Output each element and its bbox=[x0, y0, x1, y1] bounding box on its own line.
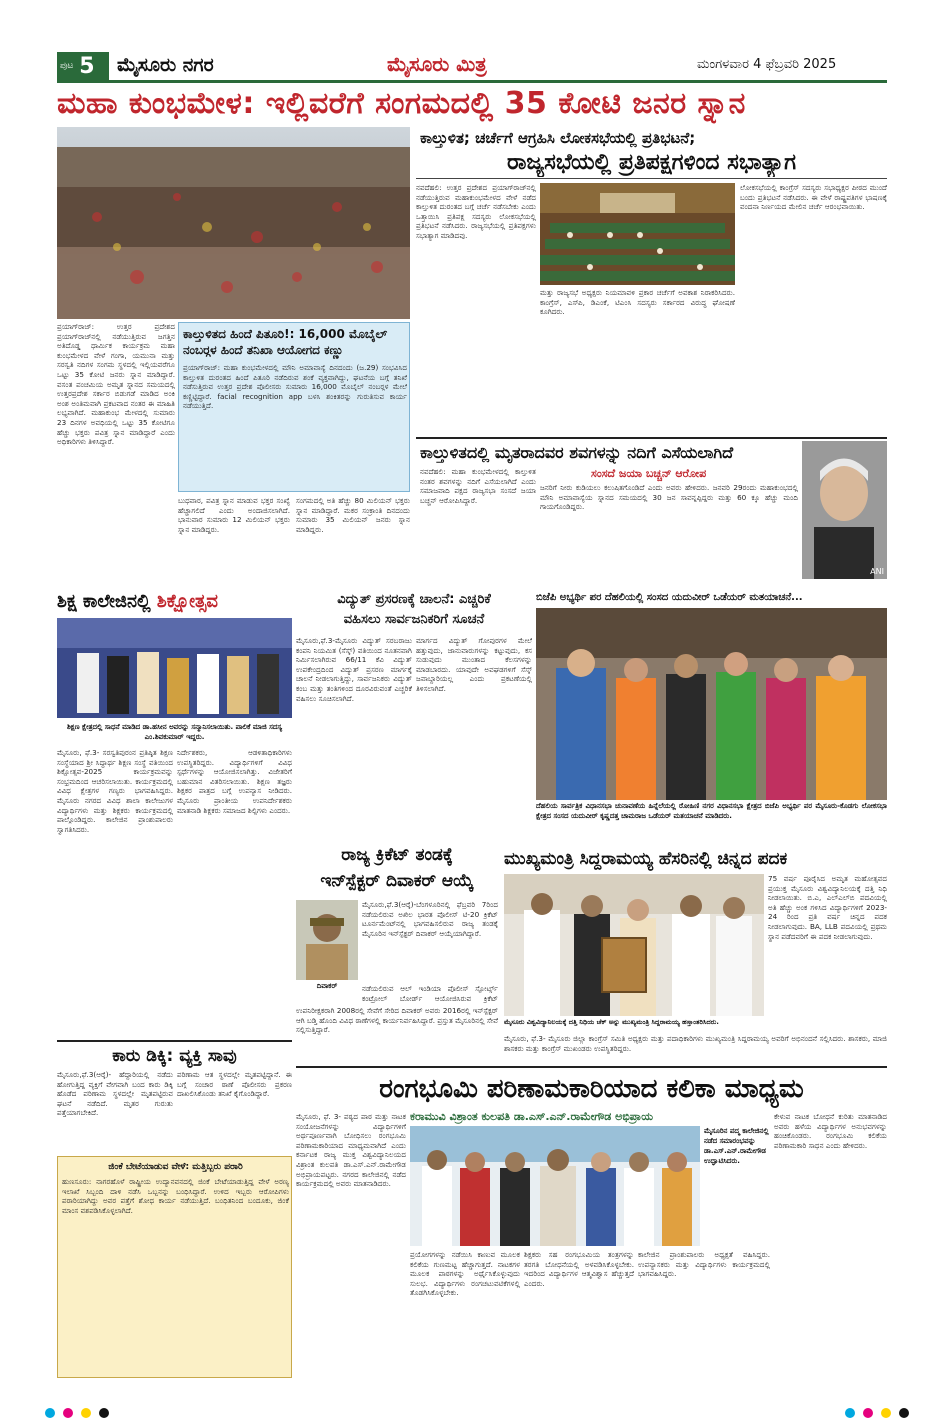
bachchan-section bbox=[416, 437, 887, 581]
stampede-box bbox=[178, 322, 410, 492]
shikshaka-col2: ನಿರ್ದೇಶಕರು, ಆಡಳಿತಾಧಿಕಾರಿಗಳು ಉಪಸ್ಥಿತರಿದ್ದರು. ವಿದ್ಯಾರ್ಥಿಗಳಿಗೆ ವಿವಿಧ ಸ್ಪರ್ಧೆಗಳನ್ನು ಆಯೋಜಿಸಲಾಗಿತ್ತು. ವಿಜೇತರಿಗೆ ಬಹುಮಾನ ವಿತರಿಸಲಾಯಿತು. ಶಿಕ್ಷಣ ತಜ್ಞರು ಶಿಕ್ಷಕರ ಪಾತ್ರದ ಬಗ್ಗೆ ಉಪನ್ಯಾಸ ನೀಡಿದರು. ಮೈಸೂರು ಪ್ರಾಂತೀಯ ಉಪನಿರ್ದೇಶಕರು ಮಾತನಾಡಿ ಶಿಕ್ಷಕರು ಸಮಾಜದ ಶಿಲ್ಪಿಗಳು ಎಂದರು. bbox=[177, 748, 292, 815]
diwakar-photo bbox=[296, 900, 358, 980]
theatre-col4: ಕಾಲೇಜಿನ ಪ್ರಾಂಶುಪಾಲರು ಅಧ್ಯಕ್ಷತೆ ವಹಿಸಿದ್ದರು. ಉಪನ್ಯಾಸಕರು ಮತ್ತು ವಿದ್ಯಾರ್ಥಿಗಳು ಕಾರ್ಯಕ್ರಮದಲ್ಲಿ ಭಾಗವಹಿಸಿದ್ದರು. bbox=[638, 1250, 770, 1279]
cricket-headline2: ಇನ್‍ಸ್ಪೆಕ್ಟರ್ ದಿವಾಕರ್ ಆಯ್ಕೆ bbox=[320, 871, 474, 891]
registration-marks-right bbox=[845, 1403, 912, 1422]
bjp-caption: ದೆಹಲಿಯ ಸಾರ್ವತ್ರಿಕ ವಿಧಾನಸಭಾ ಚುನಾವಣೆಯ ಹಿನ್ನೆಲೆಯಲ್ಲಿ ರೋಹಿಣಿ ನಗರ ವಿಧಾನಸಭಾ ಕ್ಷೇತ್ರದ ಬಿಜೆಪಿ ಅಭ್ಯರ್ಥಿ ಪರ ಮೈಸೂರು-ಕೊಡಗು ಲೋಕಸಭಾ ಕ್ಷೇತ್ರದ ಸಂಸದ ಯದುವೀರ್ ಕೃಷ್ಣದತ್ತ ಚಾಮರಾಜ ಒಡೆಯರ್ ಮತಯಾಚನೆ ಮಾಡಿದರು. bbox=[536, 802, 887, 820]
cricket-headline-box bbox=[296, 842, 498, 894]
parliament-headline2: ರಾಜ್ಯಸಭೆಯಲ್ಲಿ ಪ್ರತಿಪಕ್ಷಗಳಿಂದ ಸಭಾತ್ಯಾಗ bbox=[506, 150, 797, 175]
theatre-subhead: ಕರಾಮುವಿ ವಿಶ್ರಾಂತ ಕುಲಪತಿ ಡಾ.ಎಸ್.ಎನ್.ರಾಮೇಗೌಡ ಅಭಿಪ್ರಾಯ bbox=[410, 1110, 653, 1123]
reg-dot bbox=[45, 1408, 55, 1418]
masthead-underline bbox=[57, 80, 887, 83]
parliament-col1: ನವದೆಹಲಿ: ಉತ್ತರ ಪ್ರದೇಶದ ಪ್ರಯಾಗ್‍ರಾಜ್‍ನಲ್ಲಿ ನಡೆಯುತ್ತಿರುವ ಮಹಾಕುಂಭಮೇಳದ ವೇಳೆ ನಡೆದ ಕಾಲ್ತುಳಿತ ದುರಂತದ ಬಗ್ಗೆ ಚರ್ಚೆ ನಡೆಸಬೇಕು ಎಂದು ಒತ್ತಾಯಿಸಿ ಪ್ರತಿಪಕ್ಷ ಸದಸ್ಯರು ಲೋಕಸಭೆಯಲ್ಲಿ ಪ್ರತಿಭಟನೆ ನಡೆಸಿದರು. ರಾಜ್ಯಸಭೆಯಲ್ಲಿ ಪ್ರತಿಪಕ್ಷಗಳು ಸಭಾತ್ಯಾಗ ಮಾಡಿದವು. bbox=[416, 183, 536, 240]
stampede-box-text: ಪ್ರಯಾಗ್‍ರಾಜ್: ಮಹಾ ಕುಂಭಮೇಳದಲ್ಲಿ ಮೌನಿ ಅಮಾವಾಸ್ಯೆ ದಿನದಂದು (ಜ.29) ಸಂಭವಿಸಿದ ಕಾಲ್ತುಳಿತ ದುರಂತದ ಹಿಂದೆ ಪಿತೂರಿ ನಡೆದಿರುವ ಶಂಕೆ ವ್ಯಕ್ತವಾಗಿದ್ದು, ಘಟನೆಯ ಬಗ್ಗೆ ತನಿಖೆ ನಡೆಸುತ್ತಿರುವ ಉತ್ತರ ಪ್ರದೇಶ ಪೊಲೀಸರು ಸುಮಾರು 16,000 ಮೊಬೈಲ್ ನಂಬರ್‍ಗಳ ಮೇಲೆ ಕಣ್ಣಿಟ್ಟಿದ್ದಾರೆ. facial recognition app ಬಳಸಿ ಶಂಕಿತರನ್ನು ಗುರುತಿಸುವ ಕಾರ್ಯ ನಡೆಯುತ್ತಿದೆ. bbox=[183, 363, 407, 411]
theatre-col5: ಕೇಳುವ ನಾಟಕ ಬೋಧನೆ ಕುರಿತು ಮಾತನಾಡಿದ ಅವರು ಹಳೆಯ ವಿದ್ಯಾರ್ಥಿಗಳ ಅನುಭವಗಳನ್ನು ಹಂಚಿಕೊಂಡರು. ರಂಗಭೂಮಿ ಕಲಿಕೆಯ ಪರಿಣಾಮಕಾರಿ ಸಾಧನ ಎಂದು ಹೇಳಿದರು. bbox=[774, 1112, 887, 1150]
parliament-headline1: ಕಾಲ್ತುಳಿತ; ಚರ್ಚೆಗೆ ಆಗ್ರಹಿಸಿ ಲೋಕಸಭೆಯಲ್ಲಿ ಪ್ರತಿಭಟನೆ; bbox=[420, 129, 696, 147]
shikshaka-headline-red: ಶಿಕ್ಷೋತ್ಸವ bbox=[156, 591, 218, 612]
parliament-photo bbox=[540, 183, 735, 285]
lead-col2: ಬುಧವಾರ, ಪವಿತ್ರ ಸ್ನಾನ ಮಾಡುವ ಭಕ್ತರ ಸಂಖ್ಯೆ ಹೆಚ್ಚಾಗಲಿದೆ ಎಂದು ಅಂದಾಜಿಸಲಾಗಿದೆ. ಭಾನುವಾರ ಸುಮಾರು 12 ಮಿಲಿಯನ್ ಭಕ್ತರು ಸ್ನಾನ ಮಾಡಿದ್ದರು. bbox=[178, 496, 290, 534]
masthead bbox=[57, 50, 887, 82]
reg-dot bbox=[99, 1408, 109, 1418]
cricket-col1: ಮೈಸೂರು,ಫೆ.3(ಆರ್‍ಕೆ)-ಬೆಂಗಳೂರಿನಲ್ಲಿ ಫೆಬ್ರವರಿ 7ರಿಂದ ನಡೆಯಲಿರುವ ಅಖಿಲ ಭಾರತ ಪೊಲೀಸ್ ಟಿ-20 ಕ್ರಿಕೆಟ್ ಟೂರ್ನಮೆಂಟ್‍ನಲ್ಲಿ ಭಾಗವಹಿಸಲಿರುವ ರಾಜ್ಯ ತಂಡಕ್ಕೆ ಮೈಸೂರಿನ ಇನ್‍ಸ್ಪೆಕ್ಟರ್ ದಿವಾಕರ್ ಆಯ್ಕೆಯಾಗಿದ್ದಾರೆ. bbox=[362, 900, 498, 938]
shikshaka-caption: ಶಿಕ್ಷಣ ಕ್ಷೇತ್ರದಲ್ಲಿ ಸಾಧನೆ ಮಾಡಿದ ಡಾ.ಹಸೀನ ಅವರನ್ನು ಸನ್ಮಾನಿಸಲಾಯಿತು. ಪಾಲಿಕೆ ಮಾಜಿ ಸದಸ್ಯ ಎಂ.ಶಿವಕುಮಾರ್ ಇದ್ದರು. bbox=[66, 723, 283, 741]
theatre-col3: ಶಿಕ್ಷಕರು ಸಹ ರಂಗಭೂಮಿಯ ತಂತ್ರಗಳನ್ನು ತರಗತಿ ಬೋಧನೆಯಲ್ಲಿ ಅಳವಡಿಸಿಕೊಳ್ಳಬೇಕು. ಇದರಿಂದ ವಿದ್ಯಾರ್ಥಿಗಳ ಆತ್ಮವಿಶ್ವಾಸ ಹೆಚ್ಚುತ್ತದೆ ಎಂದರು. bbox=[524, 1250, 634, 1288]
cricket-col2: ನಡೆಯಲಿರುವ ಆಲ್ ಇಂಡಿಯಾ ಪೊಲೀಸ್ ಸ್ಪೋರ್ಟ್ಸ್ ಕಂಟ್ರೋಲ್ ಬೋರ್ಡ್ ಆಯೋಜಿಸಿರುವ ಕ್ರಿಕೆಟ್ bbox=[362, 984, 498, 1003]
photo-credit: ANI bbox=[870, 567, 884, 576]
paper-name: ಮೈಸೂರು ಮಿತ್ರ bbox=[387, 52, 487, 76]
reg-dot bbox=[63, 1408, 73, 1418]
stampede-box-title: ಕಾಲ್ತುಳಿತದ ಹಿಂದೆ ಪಿತೂರಿ!: 16,000 ಮೊಬೈಲ್ ನಂಬರ್‍ಗಳ ಹಿಂದೆ ತನಿಖಾ ಆಯೋಗದ ಕಣ್ಣು bbox=[183, 327, 388, 357]
lead-col1: ಪ್ರಯಾಗ್‍ರಾಜ್: ಉತ್ತರ ಪ್ರದೇಶದ ಪ್ರಯಾಗ್‍ರಾಜ್‍ನಲ್ಲಿ ನಡೆಯುತ್ತಿರುವ ಜಗತ್ತಿನ ಅತಿದೊಡ್ಡ ಧಾರ್ಮಿಕ ಕಾರ್ಯಕ್ರಮ ಮಹಾ ಕುಂಭಮೇಳದ ವೇಳೆ ಗಂಗಾ, ಯಮುನಾ ಮತ್ತು ಸರಸ್ವತಿ ನದಿಗಳ ಸಂಗಮ ಸ್ಥಳದಲ್ಲಿ ಇಲ್ಲಿಯವರೆಗೂ ಒಟ್ಟು 35 ಕೋಟಿ ಜನರು ಸ್ನಾನ ಮಾಡಿದ್ದಾರೆ. ವಸಂತ ಪಂಚಮಿಯ ಅಮೃತ ಸ್ನಾನದ ಸಮಯದಲ್ಲಿ ಉತ್ತರಪ್ರದೇಶ ಸರ್ಕಾರ ಬಿಡುಗಡೆ ಮಾಡಿದ ಅಂಕಿ ಅಂಶ ಅಂತಿಮವಾಗಿ ಪ್ರಕಟವಾದ ನಂತರ ಈ ಮಾಹಿತಿ ಲಭ್ಯವಾಗಿದೆ. ಮಹಾಕುಂಭ ಮೇಳದಲ್ಲಿ ಸುಮಾರು 23 ದಿನಗಳ ಅವಧಿಯಲ್ಲಿ ಒಟ್ಟು 35 ಕೋಟಿಗೂ ಹೆಚ್ಚು ಭಕ್ತರು ಪವಿತ್ರ ಸ್ನಾನ ಮಾಡಿದ್ದಾರೆ ಎಂದು ಅಧಿಕಾರಿಗಳು ತಿಳಿಸಿದ್ದಾರೆ. bbox=[57, 322, 175, 447]
theatre-headline: ರಂಗಭೂಮಿ ಪರಿಣಾಮಕಾರಿಯಾದ ಕಲಿಕಾ ಮಾಧ್ಯಮ bbox=[296, 1066, 887, 1110]
deer-box bbox=[57, 1156, 292, 1378]
parliament-col2: ಮತ್ತು ರಾಜ್ಯಸಭೆ ಅಧ್ಯಕ್ಷರು ನಿಯಮಾವಳಿ ಪ್ರಕಾರ ಚರ್ಚೆಗೆ ಅವಕಾಶ ನಿರಾಕರಿಸಿದರು. ಕಾಂಗ್ರೆಸ್, ಎಸ್‍ಪಿ, ಡಿಎಂಕೆ, ಟಿಎಂಸಿ ಸದಸ್ಯರು ಸರ್ಕಾರದ ವಿರುದ್ಧ ಘೋಷಣೆ ಕೂಗಿದರು. bbox=[540, 288, 735, 317]
theatre-col2: ಪ್ರಯೋಗಗಳನ್ನು ನಡೆಯಿಸಿ ಕಾಣುವ ಮೂಲಕ ಕಲಿಕೆಯ ಗುಣಮಟ್ಟ ಹೆಚ್ಚಾಗುತ್ತದೆ. ನಾಟಕಗಳ ಮೂಲಕ ಪಾಠಗಳನ್ನು ಅರ್ಥೈಸಿಕೊಳ್ಳುವುದು ಸುಲಭ. ವಿದ್ಯಾರ್ಥಿಗಳು ರಂಗಚಟುವಟಿಕೆಗಳಲ್ಲಿ ತೊಡಗಿಸಿಕೊಳ್ಳಬೇಕು. bbox=[410, 1250, 520, 1298]
bjp-headline: ಬಿಜೆಪಿ ಅಭ್ಯರ್ಥಿ ಪರ ದೆಹಲಿಯಲ್ಲಿ ಸಂಸದ ಯದುವೀರ್ ಒಡೆಯರ್ ಮತಯಾಚನೆ... bbox=[536, 592, 803, 603]
electric-col1: ಮೈಸೂರು,ಫೆ.3-ಮೈಸೂರು ವಿದ್ಯುತ್ ಸರಬರಾಜು ಕಂಪನಿ ನಿಯಮಿತ (ಸೆಸ್ಕ್) ವತಿಯಿಂದ ನೂತನವಾಗಿ ನಿರ್ಮಿಸಲಾಗಿರುವ 66/11 ಕೆವಿ ವಿದ್ಯುತ್ ಉಪಕೇಂದ್ರದಿಂದ ವಿದ್ಯುತ್ ಪ್ರಸರಣ ಮಾರ್ಗಕ್ಕೆ ಚಾಲನೆ ನೀಡಲಾಗುತ್ತಿದ್ದು, ಸಾರ್ವಜನಿಕರು ವಿದ್ಯುತ್ ಕಂಬ ಮತ್ತು ತಂತಿಗಳಿಂದ ದೂರವಿರುವಂತೆ ಎಚ್ಚರಿಕೆ ವಹಿಸಲು ಸೂಚಿಸಲಾಗಿದೆ. bbox=[296, 636, 412, 703]
shikshaka-photo bbox=[57, 618, 292, 718]
lead-col3: ಸಂಗಮದಲ್ಲಿ ಅತಿ ಹೆಚ್ಚು 80 ಮಿಲಿಯನ್ ಭಕ್ತರು ಸ್ನಾನ ಮಾಡಿದ್ದಾರೆ. ಮಕರ ಸಂಕ್ರಾಂತಿ ದಿನದಂದು ಸುಮಾರು 35 ಮಿಲಿಯನ್ ಜನರು ಸ್ನಾನ ಮಾಡಿದ್ದರು. bbox=[296, 496, 410, 534]
cm-caption: ಮೈಸೂರು ವಿಶ್ವವಿದ್ಯಾನಿಲಯಕ್ಕೆ ದತ್ತಿ ನಿಧಿಯ ಚೆಕ್ ಅನ್ನು ಮುಖ್ಯಮಂತ್ರಿ ಸಿದ್ದರಾಮಯ್ಯ ಹಸ್ತಾಂತರಿಸಿದರು. bbox=[504, 1018, 719, 1026]
page-number: 5 bbox=[79, 53, 95, 79]
bachchan-subhead: ಸಂಸದೆ ಜಯಾ ಬಚ್ಚನ್ ಆರೋಪ bbox=[591, 467, 707, 480]
theatre-col1: ಮೈಸೂರು, ಫೆ. 3- ಪಠ್ಯದ ಪಾಠ ಮತ್ತು ನಾಟಕ ಸಂಯೋಜನೆಗಳನ್ನು ವಿದ್ಯಾರ್ಥಿಗಳಿಗೆ ಅರ್ಥಪೂರ್ಣವಾಗಿ ಬೋಧಿಸಲು ರಂಗಭೂಮಿ ಪರಿಣಾಮಕಾರಿಯಾದ ಮಾಧ್ಯಮವಾಗಿದೆ ಎಂದು ಕರ್ನಾಟಕ ರಾಜ್ಯ ಮುಕ್ತ ವಿಶ್ವವಿದ್ಯಾನಿಲಯದ ವಿಶ್ರಾಂತ ಕುಲಪತಿ ಡಾ.ಎಸ್.ಎನ್.ರಾಮೇಗೌಡ ಅಭಿಪ್ರಾಯಪಟ್ಟರು. ನಗರದ ಕಾಲೇಜಿನಲ್ಲಿ ನಡೆದ ಕಾರ್ಯಕ್ರಮದಲ್ಲಿ ಅವರು ಮಾತನಾಡಿದರು. bbox=[296, 1112, 406, 1189]
car-col2: ಪರಿಣಾಮ ಆತ ಸ್ಥಳದಲ್ಲೇ ಮೃತಪಟ್ಟಿದ್ದಾನೆ. ಈ ಬಗ್ಗೆ ಸಂಚಾರ ಠಾಣೆ ಪೊಲೀಸರು ಪ್ರಕರಣ ದಾಖಲಿಸಿಕೊಂಡು ತನಿಖೆ ಕೈಗೊಂಡಿದ್ದಾರೆ. bbox=[177, 1070, 292, 1099]
theatre-photo bbox=[410, 1126, 700, 1246]
bachchan-headline: ಕಾಲ್ತುಳಿತದಲ್ಲಿ ಮೃತರಾದವರ ಶವಗಳನ್ನು ನದಿಗೆ ಎಸೆಯಲಾಗಿದೆ bbox=[420, 443, 734, 462]
cm-bottom: ಮೈಸೂರು, ಫೆ.3- ಮೈಸೂರು ಜಿಲ್ಲಾ ಕಾಂಗ್ರೆಸ್ ಸಮಿತಿ ಅಧ್ಯಕ್ಷರು ಮತ್ತು ಪದಾಧಿಕಾರಿಗಳು ಮುಖ್ಯಮಂತ್ರಿ ಸಿದ್ದರಾಮಯ್ಯ ಅವರಿಗೆ ಅಭಿನಂದನೆ ಸಲ್ಲಿಸಿದರು. ಶಾಸಕರು, ಮಾಜಿ ಶಾಸಕರು ಮತ್ತು ಕಾಂಗ್ರೆಸ್ ಮುಖಂಡರು ಉಪಸ್ಥಿತರಿದ್ದರು. bbox=[504, 1034, 887, 1053]
cricket-headline1: ರಾಜ್ಯ ಕ್ರಿಕೆಟ್ ತಂಡಕ್ಕೆ bbox=[341, 845, 453, 865]
electric-col2: ಮಾರ್ಗದ ವಿದ್ಯುತ್ ಗೋಪುರಗಳ ಮೇಲೆ ಹತ್ತುವುದು, ಜಾನುವಾರುಗಳನ್ನು ಕಟ್ಟುವುದು, ಕಸ ಸುಡುವುದು ಮುಂತಾದ ಕೆಲಸಗಳನ್ನು ಮಾಡಬಾರದು. ಯಾವುದೇ ಅವಘಡಗಳಿಗೆ ಸೆಸ್ಕ್ ಜವಾಬ್ದಾರಿಯಲ್ಲ ಎಂದು ಪ್ರಕಟಣೆಯಲ್ಲಿ ತಿಳಿಸಲಾಗಿದೆ. bbox=[416, 636, 532, 693]
theatre-photo-note: ಮೈಸೂರಿನ ಪದ್ಮ ಕಾಲೇಜಿನಲ್ಲಿ ನಡೆದ ಸಮಾರಂಭವನ್ನು ಡಾ.ಎಸ್.ಎನ್.ರಾಮೇಗೌಡ ಉದ್ಘಾಟಿಸಿದರು. bbox=[704, 1127, 769, 1165]
shikshaka-col1: ಮೈಸೂರು, ಫೆ.3- ಸರಸ್ವತಿಪುರಂನ ಪ್ರತಿಷ್ಠಿತ ಶಿಕ್ಷಣ ಸಂಸ್ಥೆಯಾದ ಶ್ರೀ ಸಿದ್ಧಾರ್ಥ ಶಿಕ್ಷಣ ಸಂಸ್ಥೆ ವತಿಯಿಂದ ಶಿಕ್ಷೋತ್ಸವ-2025 ಕಾರ್ಯಕ್ರಮವನ್ನು ಸಂಭ್ರಮದಿಂದ ಆಚರಿಸಲಾಯಿತು. ಕಾರ್ಯಕ್ರಮದಲ್ಲಿ ವಿವಿಧ ಕ್ಷೇತ್ರಗಳ ಗಣ್ಯರು ಭಾಗವಹಿಸಿದ್ದರು. ಮೈಸೂರು ನಗರದ ವಿವಿಧ ಶಾಲಾ ಕಾಲೇಜುಗಳ ವಿದ್ಯಾರ್ಥಿಗಳು ಮತ್ತು ಶಿಕ್ಷಕರು ಕಾರ್ಯಕ್ರಮದಲ್ಲಿ ಪಾಲ್ಗೊಂಡಿದ್ದರು. ಕಾಲೇಜಿನ ಪ್ರಾಂಶುಪಾಲರು ಸ್ವಾಗತಿಸಿದರು. bbox=[57, 748, 173, 834]
deer-box-text: ಹುಣಸೂರು: ನಾಗರಹೊಳೆ ರಾಷ್ಟ್ರೀಯ ಉದ್ಯಾನವನದಲ್ಲಿ ಜಿಂಕೆ ಬೇಟೆಯಾಡುತ್ತಿದ್ದ ವೇಳೆ ಅರಣ್ಯ ಇಲಾಖೆ ಸಿಬ್ಬಂದಿ ದಾಳಿ ನಡೆಸಿ ಒಬ್ಬನನ್ನು ಬಂಧಿಸಿದ್ದಾರೆ. ಉಳಿದ ಇಬ್ಬರು ಆರೋಪಿಗಳು ಪರಾರಿಯಾಗಿದ್ದು ಅವರ ಪತ್ತೆಗೆ ಶೋಧ ಕಾರ್ಯ ನಡೆಯುತ್ತಿದೆ. ಬಂಧಿತನಿಂದ ಬಂದೂಕು, ಜಿಂಕೆ ಮಾಂಸ ವಶಪಡಿಸಿಕೊಳ್ಳಲಾಗಿದೆ. bbox=[62, 1177, 289, 1215]
page-label: ಪುಟ bbox=[60, 61, 74, 71]
registration-marks-left bbox=[45, 1403, 112, 1422]
jaya-bachchan-photo bbox=[802, 441, 887, 579]
car-col1: ಮೈಸೂರು,ಫೆ.3(ಆರ್‍ಕೆ)- ಹೆದ್ದಾರಿಯಲ್ಲಿ ನಡೆದು ಹೋಗುತ್ತಿದ್ದ ವ್ಯಕ್ತಿಗೆ ವೇಗವಾಗಿ ಬಂದ ಕಾರು ಡಿಕ್ಕಿ ಹೊಡೆದ ಪರಿಣಾಮ ಸ್ಥಳದಲ್ಲೇ ಮೃತಪಟ್ಟಿರುವ ಘಟನೆ ನಡೆದಿದೆ. ಮೃತರ ಗುರುತು ಪತ್ತೆಯಾಗಬೇಕಿದೆ. bbox=[57, 1070, 173, 1118]
reg-dot bbox=[899, 1408, 909, 1418]
kumbh-crowd-photo bbox=[57, 127, 410, 319]
cm-headline: ಮುಖ್ಯಮಂತ್ರಿ ಸಿದ್ದರಾಮಯ್ಯ ಹೆಸರಿನಲ್ಲಿ ಚಿನ್ನದ ಪದಕ bbox=[504, 849, 788, 869]
bachchan-col2: ಜನರಿಗೆ ನೀರು ಕುಡಿಯಲು ಕಲುಷಿತಗೊಂಡಿದೆ ಎಂದು ಅವರು ಹೇಳಿದರು. ಜನವರಿ 29ರಂದು ಮಹಾಕುಂಭದಲ್ಲಿ ಮೌನಿ ಅಮಾವಾಸ್ಯೆಯ ಸ್ನಾನದ ಸಮಯದಲ್ಲಿ 30 ಜನ ಸಾವನ್ನಪ್ಪಿದ್ದರು ಮತ್ತು 60 ಕ್ಕೂ ಹೆಚ್ಚು ಮಂದಿ ಗಾಯಗೊಂಡಿದ್ದರು. bbox=[540, 483, 798, 512]
electric-headline2: ವಹಿಸಲು ಸಾರ್ವಜನಿಕರಿಗೆ ಸೂಚನೆ bbox=[343, 612, 485, 627]
reg-dot bbox=[881, 1408, 891, 1418]
lead-headline: ಮಹಾ ಕುಂಭಮೇಳ: ಇಲ್ಲಿವರೆಗೆ ಸಂಗಮದಲ್ಲಿ 35 ಕೋಟಿ ಜನರ ಸ್ನಾನ bbox=[57, 86, 746, 121]
bjp-photo bbox=[536, 608, 887, 800]
bachchan-col1: ನವದೆಹಲಿ: ಮಹಾ ಕುಂಭಮೇಳದಲ್ಲಿ ಕಾಲ್ತುಳಿತ ನಂತರ ಶವಗಳನ್ನು ನದಿಗೆ ಎಸೆಯಲಾಗಿದೆ ಎಂದು ಸಮಾಜವಾದಿ ಪಕ್ಷದ ರಾಜ್ಯಸಭಾ ಸಂಸದೆ ಜಯಾ ಬಚ್ಚನ್ ಆರೋಪಿಸಿದ್ದಾರೆ. bbox=[420, 467, 536, 505]
page-number-box bbox=[57, 52, 109, 80]
car-headline: ಕಾರು ಡಿಕ್ಕಿ: ವ್ಯಕ್ತಿ ಸಾವು bbox=[57, 1040, 292, 1070]
parliament-col3: ಲೋಕಸಭೆಯಲ್ಲಿ ಕಾಂಗ್ರೆಸ್ ಸದಸ್ಯರು ಸಭಾಧ್ಯಕ್ಷರ ಪೀಠದ ಮುಂದೆ ಬಂದು ಪ್ರತಿಭಟನೆ ನಡೆಸಿದರು. ಈ ವೇಳೆ ರಾಷ್ಟ್ರಪತಿಗಳ ಭಾಷಣಕ್ಕೆ ವಂದನಾ ನಿರ್ಣಯದ ಮೇಲಿನ ಚರ್ಚೆ ಆರಂಭವಾಯಿತು. bbox=[740, 183, 887, 212]
diwakar-label: ದಿವಾಕರ್ bbox=[316, 982, 338, 990]
reg-dot bbox=[81, 1408, 91, 1418]
cm-photo bbox=[504, 874, 764, 1016]
parliament-headline-box bbox=[416, 127, 887, 179]
reg-dot bbox=[845, 1408, 855, 1418]
electric-headline-box bbox=[296, 590, 532, 632]
shikshaka-headline-black: ಶಿಕ್ಷ ಕಾಲೇಜಿನಲ್ಲಿ bbox=[57, 591, 151, 612]
cricket-bottom: ಉಪನಿರೀಕ್ಷಕರಾಗಿ 2008ರಲ್ಲಿ ಸೇವೆಗೆ ಸೇರಿದ ದಿವಾಕರ್ ಅವರು 2016ರಲ್ಲಿ ಇನ್‍ಸ್ಪೆಕ್ಟರ್ ಆಗಿ ಬಡ್ತಿ ಹೊಂದಿ ವಿವಿಧ ಠಾಣೆಗಳಲ್ಲಿ ಕಾರ್ಯನಿರ್ವಹಿಸಿದ್ದಾರೆ. ಪ್ರಸ್ತುತ ಮೈಸೂರಿನಲ್ಲಿ ಸೇವೆ ಸಲ್ಲಿಸುತ್ತಿದ್ದಾರೆ. bbox=[296, 1006, 498, 1035]
shikshaka-headline bbox=[57, 588, 292, 616]
reg-dot bbox=[863, 1408, 873, 1418]
electric-headline1: ವಿದ್ಯುತ್ ಪ್ರಸರಣಕ್ಕೆ ಚಾಲನೆ: ಎಚ್ಚರಿಕೆ bbox=[337, 592, 491, 607]
section-name: ಮೈಸೂರು ನಗರ bbox=[117, 54, 214, 76]
cm-right-col: 75 ವರ್ಷ ಪೂರೈಸಿದ ಅಮೃತ ಮಹೋತ್ಸವದ ಪ್ರಯುಕ್ತ ಮೈಸೂರು ವಿಶ್ವವಿದ್ಯಾನಿಲಯಕ್ಕೆ ದತ್ತಿ ನಿಧಿ ನೀಡಲಾಯಿತು. ಬಿ.ಎ, ಎಲ್‍ಎಲ್‍ಬಿ ಪದವಿಯಲ್ಲಿ ಅತಿ ಹೆಚ್ಚು ಅಂಕ ಗಳಿಸಿದ ವಿದ್ಯಾರ್ಥಿಗಳಿಗೆ 2023-24 ರಿಂದ ಪ್ರತಿ ವರ್ಷ ಚಿನ್ನದ ಪದಕ ನೀಡಲಾಗುವುದು. BA, LLB ಪದವಿಯಲ್ಲಿ ಪ್ರಥಮ ಸ್ಥಾನ ಪಡೆದವರಿಗೆ ಈ ಪದಕ ನೀಡಲಾಗುವುದು. bbox=[768, 874, 887, 941]
issue-date: ಮಂಗಳವಾರ 4 ಫೆಬ್ರವರಿ 2025 bbox=[697, 57, 837, 72]
deer-box-title: ಜಿಂಕೆ ಬೇಟೆಯಾಡುವ ವೇಳೆ: ಮತ್ತಿಬ್ಬರು ಪರಾರಿ bbox=[108, 1162, 243, 1172]
